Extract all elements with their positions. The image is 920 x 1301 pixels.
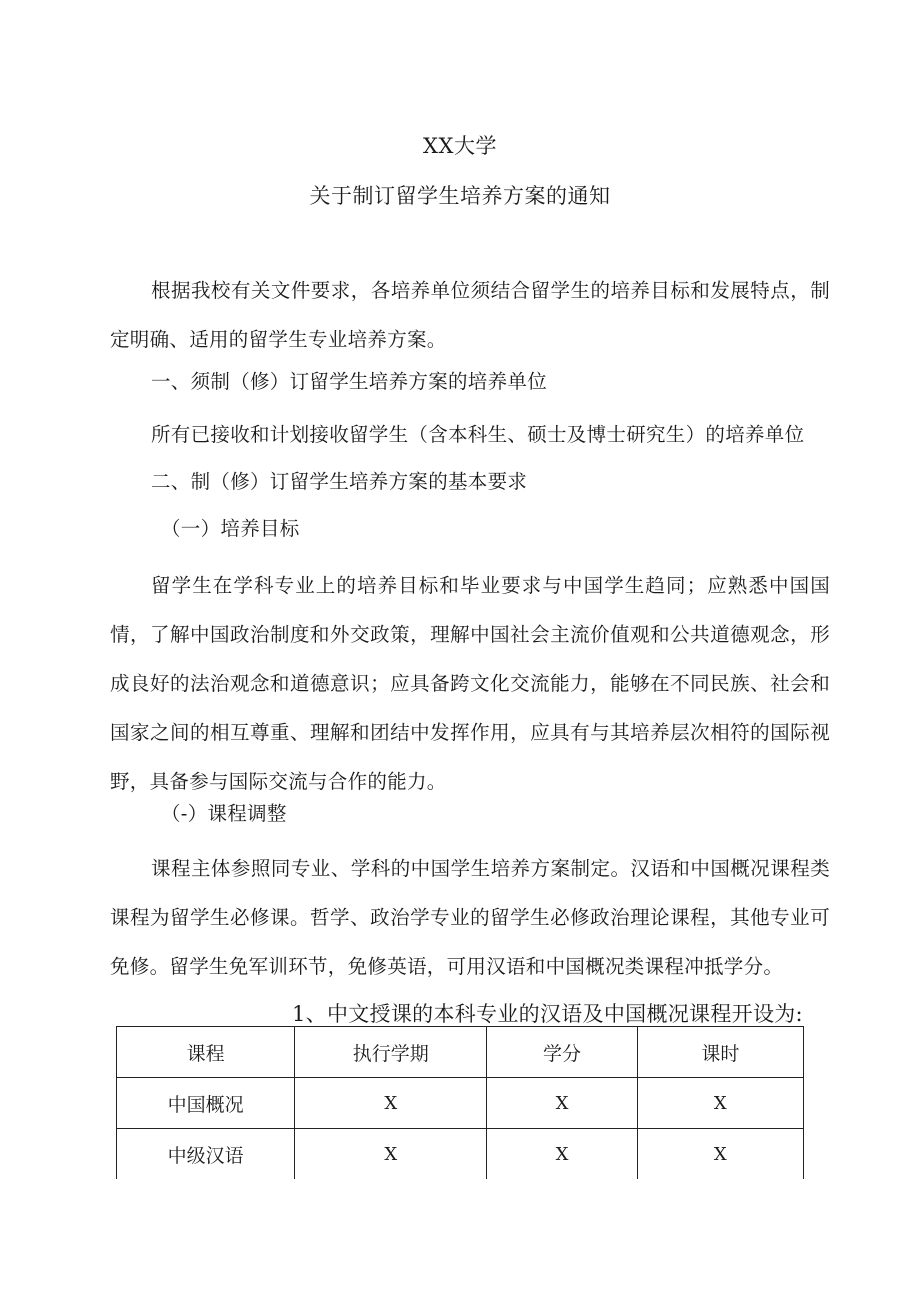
table-caption: 1、中文授课的本科专业的汉语及中国概况课程开设为:: [292, 1002, 803, 1026]
table-header-cell: 课时: [637, 1027, 803, 1078]
section-2-heading: 二、制（修）订留学生培养方案的基本要求: [151, 470, 528, 493]
subsection-1-heading: （一）培养目标: [161, 517, 300, 540]
table-header-cell: 学分: [487, 1027, 637, 1078]
subsection-1-paragraph: 留学生在学科专业上的培养目标和毕业要求与中国学生趋同；应熟悉中国国情，了解中国政治制度和外交政策，理解中国社会主流价值观和公共道德观念，形成良好的法治观念和道德意识；应具备跨文化交流能力，能够在不同民族、社会和国家之间的相互尊重、理解和团结中发挥作用，应具有与其培养层次相符的国际视野，具备参与国际交流与合作的能力。: [110, 574, 830, 793]
intro-paragraph: 根据我校有关文件要求，各培养单位须结合留学生的培养目标和发展特点，制定明确、适用的留学生专业培养方案。: [110, 279, 830, 351]
table-cell-course: 中级汉语: [117, 1129, 295, 1180]
table-header-cell: 课程: [117, 1027, 295, 1078]
table-row: [117, 1129, 804, 1180]
section-1-heading: 一、须制（修）订留学生培养方案的培养单位: [151, 370, 548, 393]
table-cell-course: 中国概况: [117, 1078, 295, 1129]
table-cell-hours: X: [637, 1129, 803, 1180]
table-header-cell: 执行学期: [295, 1027, 487, 1078]
table-cell-credits: X: [487, 1078, 637, 1129]
subsection-2-paragraph: 课程主体参照同专业、学科的中国学生培养方案制定。汉语和中国概况课程类课程为留学生必修课。哲学、政治学专业的留学生必修政治理论课程，其他专业可免修。留学生免军训环节，免修英语，可用汉语和中国概况类课程冲抵学分。: [110, 857, 830, 978]
university-name: XX大学: [423, 134, 497, 158]
table-header-row: [117, 1027, 804, 1078]
document-title: 关于制订留学生培养方案的通知: [309, 184, 611, 208]
table-cell-semester: X: [295, 1078, 487, 1129]
table-row: [117, 1078, 804, 1129]
table-cell-credits: X: [487, 1129, 637, 1180]
section-1-text: 所有已接收和计划接收留学生（含本科生、硕士及博士研究生）的培养单位: [151, 423, 805, 446]
subsection-2-heading: （-）课程调整: [161, 802, 287, 825]
table-cell-semester: X: [295, 1129, 487, 1180]
course-table: [116, 1026, 804, 1179]
table-cell-hours: X: [637, 1078, 803, 1129]
